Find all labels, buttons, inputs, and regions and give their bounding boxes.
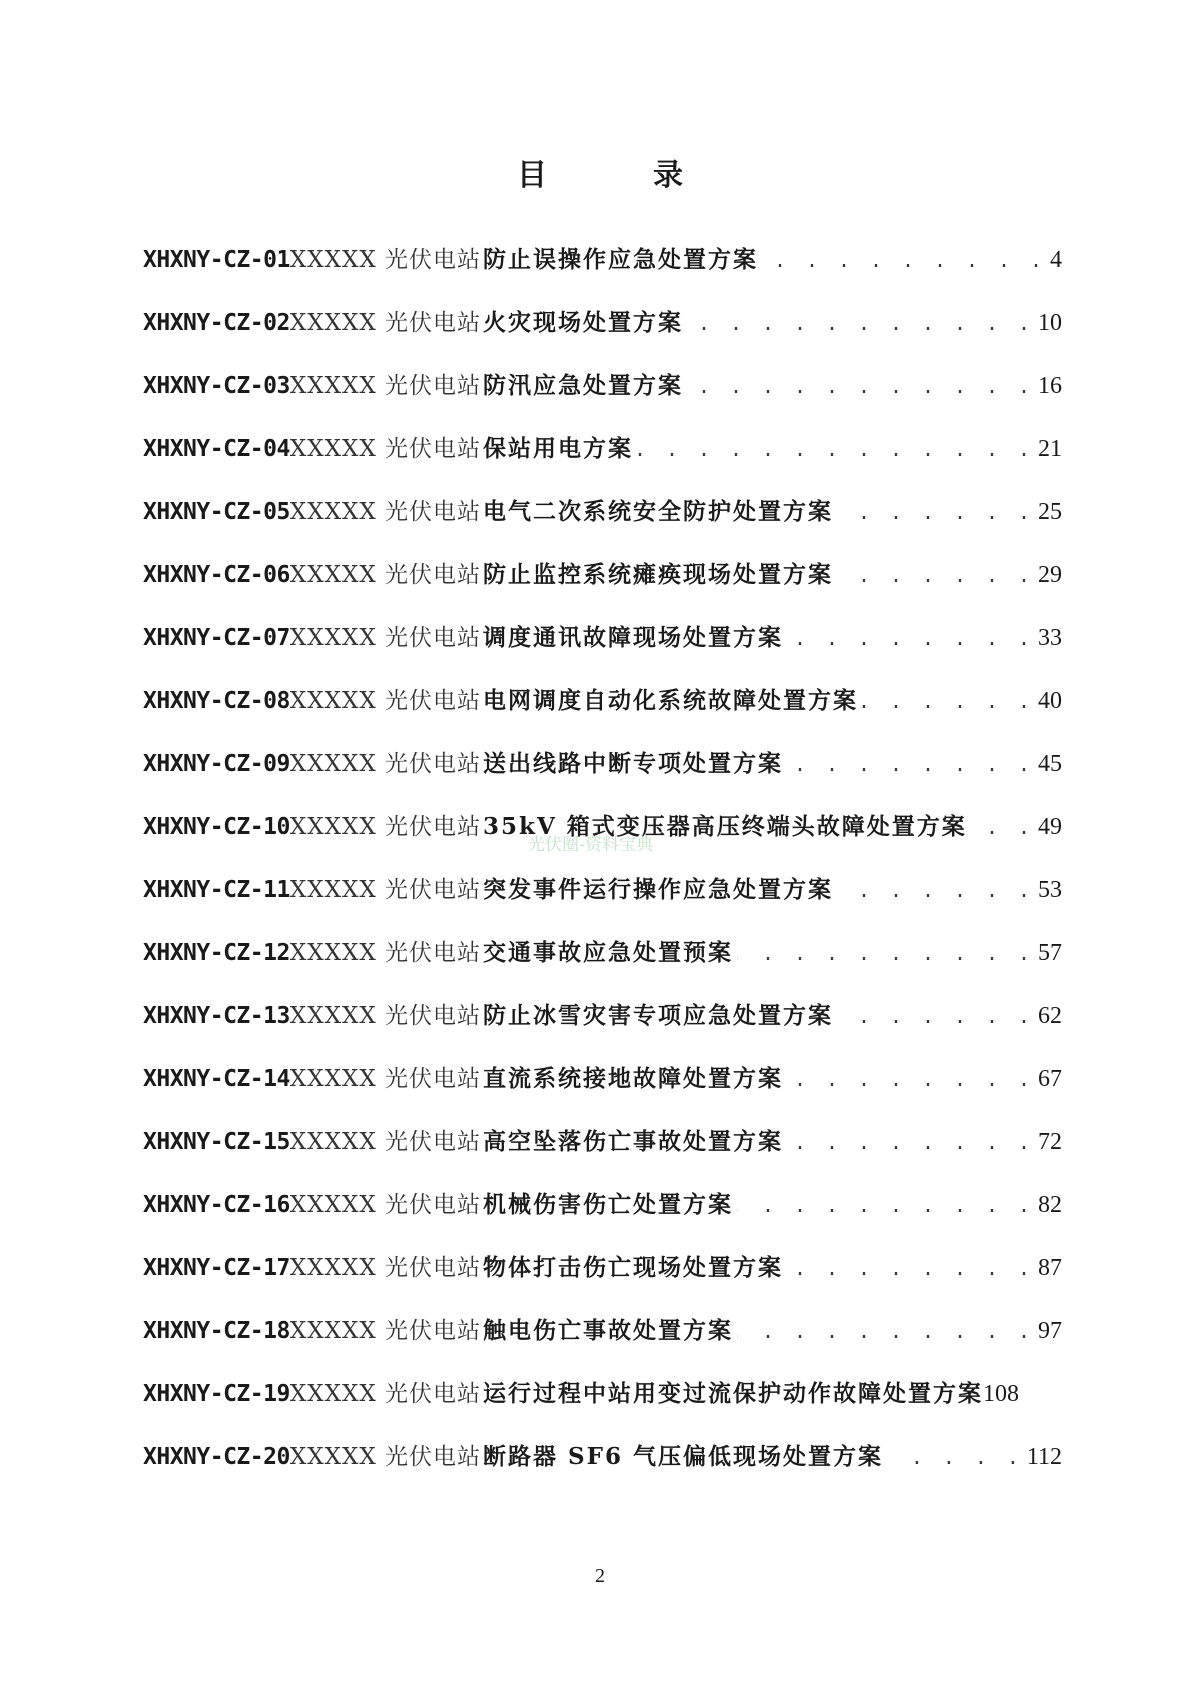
toc-entry-prefix: XXXXX 光伏电站 [289,688,482,714]
toc-entry-code: XHXNY-CZ-05 [143,499,290,525]
toc-entry-page: 72 [1038,1129,1062,1155]
toc-entry-prefix: XXXXX 光伏电站 [289,1381,482,1407]
toc-entry[interactable] [143,1445,1062,1508]
toc-entry-prefix: XXXXX 光伏电站 [289,247,482,273]
toc-entry[interactable] [143,374,1062,437]
toc-entry-code: XHXNY-CZ-02 [143,310,290,336]
toc-entry-title: 断路器 SF6 气压偏低现场处置方案 [483,1443,883,1470]
toc-entry[interactable] [143,248,1062,311]
toc-entry-prefix: XXXXX 光伏电站 [289,877,482,903]
toc-entry-page: 67 [1038,1066,1062,1092]
toc-entry-prefix: XXXXX 光伏电站 [289,1003,482,1029]
toc-entry-page: 82 [1038,1192,1062,1218]
toc-entry[interactable] [143,689,1062,752]
toc-entry-code: XHXNY-CZ-19 [143,1381,290,1407]
toc-entry-title: 保站用电方案 [483,435,634,462]
toc-entry-code: XHXNY-CZ-03 [143,373,290,399]
toc-entry[interactable] [143,311,1062,374]
toc-entry-prefix: XXXXX 光伏电站 [289,499,482,525]
toc-entry-prefix: XXXXX 光伏电站 [289,751,482,777]
toc-entry[interactable] [143,626,1062,689]
toc-entry-title: 防止监控系统瘫痪现场处置方案 [483,561,834,588]
toc-dot-leader [971,820,1034,840]
toc-entry-title: 35kV 箱式变压器高压终端头故障处置方案 [483,813,967,840]
toc-dot-leader [787,1261,1034,1281]
toc-entry-title: 调度通讯故障现场处置方案 [483,624,784,651]
toc-entry-page: 57 [1038,940,1062,966]
toc-dot-leader [687,379,1034,399]
toc-entry-title: 防止误操作应急处置方案 [483,246,759,273]
toc-entry-page: 112 [1026,1444,1062,1470]
toc-dot-leader [687,316,1034,336]
toc-entry-page: 108 [983,1381,1020,1407]
toc-entry-code: XHXNY-CZ-11 [143,877,290,903]
toc-dot-leader [637,442,1034,462]
toc-entry-page: 16 [1038,373,1062,399]
toc-entry-prefix: XXXXX 光伏电站 [289,1318,482,1344]
toc-entry-code: XHXNY-CZ-14 [143,1066,290,1092]
toc-entry[interactable] [143,941,1062,1004]
toc-entry-code: XHXNY-CZ-13 [143,1003,290,1029]
toc-entry-prefix: XXXXX 光伏电站 [289,1129,482,1155]
toc-entry-page: 33 [1038,625,1062,651]
toc-entry-code: XHXNY-CZ-20 [143,1444,290,1470]
toc-dot-leader [787,631,1034,651]
toc-entry[interactable] [143,815,1062,878]
toc-entry-title: 防汛应急处置方案 [483,372,684,399]
toc-entry-prefix: XXXXX 光伏电站 [289,436,482,462]
toc-entry-code: XHXNY-CZ-06 [143,562,290,588]
toc-entry-title: 防止冰雪灾害专项应急处置方案 [483,1002,834,1029]
toc-entry-page: 87 [1038,1255,1062,1281]
toc-entry[interactable] [143,1130,1062,1193]
toc-entry-title: 电气二次系统安全防护处置方案 [483,498,834,525]
toc-dot-leader [737,1198,1034,1218]
toc-entry-page: 97 [1038,1318,1062,1344]
toc-entry-prefix: XXXXX 光伏电站 [289,1066,482,1092]
toc-entry-title: 火灾现场处置方案 [483,309,684,336]
toc-entry-title: 送出线路中断专项处置方案 [483,750,784,777]
toc-entry[interactable] [143,878,1062,941]
toc-entry-code: XHXNY-CZ-17 [143,1255,290,1281]
page-title: 目 录 [517,158,721,193]
toc-entry[interactable] [143,437,1062,500]
toc-dot-leader [737,1324,1034,1344]
toc-entry-code: XHXNY-CZ-07 [143,625,290,651]
toc-entry-code: XHXNY-CZ-09 [143,751,290,777]
toc-dot-leader [737,946,1034,966]
toc-dot-leader [837,883,1034,903]
toc-entry-code: XHXNY-CZ-18 [143,1318,290,1344]
toc-entry[interactable] [143,500,1062,563]
toc-entry-page: 53 [1038,877,1062,903]
toc-entry-code: XHXNY-CZ-15 [143,1129,290,1155]
toc-dot-leader [837,505,1034,525]
toc-entry[interactable] [143,563,1062,626]
toc-entry-title: 机械伤害伤亡处置方案 [483,1191,734,1218]
toc-entry-prefix: XXXXX 光伏电站 [289,814,482,840]
toc-dot-leader [762,253,1046,273]
toc-entry-code: XHXNY-CZ-10 [143,814,290,840]
toc-dot-leader [887,1450,1023,1470]
toc-entry-prefix: XXXXX 光伏电站 [289,1255,482,1281]
toc-entry[interactable] [143,1067,1062,1130]
toc-entry-page: 29 [1038,562,1062,588]
toc-entry-title: 高空坠落伤亡事故处置方案 [483,1128,784,1155]
toc-entry-title: 直流系统接地故障处置方案 [483,1065,784,1092]
toc-entry-title: 突发事件运行操作应急处置方案 [483,876,834,903]
toc-entry-page: 40 [1038,688,1062,714]
toc-entry-page: 62 [1038,1003,1062,1029]
toc-entry-code: XHXNY-CZ-08 [143,688,290,714]
toc-entry-prefix: XXXXX 光伏电站 [289,562,482,588]
toc-entry-title: 物体打击伤亡现场处置方案 [483,1254,784,1281]
toc-entry-prefix: XXXXX 光伏电站 [289,625,482,651]
toc-entry-page: 49 [1038,814,1062,840]
toc-entry-page: 21 [1038,436,1062,462]
toc-entry-page: 45 [1038,751,1062,777]
toc-dot-leader [837,1009,1034,1029]
toc-entry-prefix: XXXXX 光伏电站 [289,940,482,966]
toc-entry[interactable] [143,1004,1062,1067]
toc-entry[interactable] [143,1193,1062,1256]
toc-entry-code: XHXNY-CZ-12 [143,940,290,966]
watermark: 光伏圈-资料宝典 [528,835,654,855]
toc-dot-leader [837,568,1034,588]
toc-entry[interactable] [143,752,1062,815]
table-of-contents [143,248,1062,1508]
toc-entry[interactable] [143,1382,1062,1445]
toc-entry-prefix: XXXXX 光伏电站 [289,373,482,399]
toc-entry-title: 触电伤亡事故处置方案 [483,1317,734,1344]
toc-entry-prefix: XXXXX 光伏电站 [289,310,482,336]
toc-entry[interactable] [143,1256,1062,1319]
toc-entry-page: 10 [1038,310,1062,336]
toc-dot-leader [787,1135,1034,1155]
toc-entry-title: 运行过程中站用变过流保护动作故障处置方案 [483,1380,984,1407]
toc-entry-prefix: XXXXX 光伏电站 [289,1444,482,1470]
toc-entry-title: 交通事故应急处置预案 [483,939,734,966]
toc-dot-leader [787,1072,1034,1092]
toc-dot-leader [787,757,1034,777]
toc-entry-page: 25 [1038,499,1062,525]
toc-entry-code: XHXNY-CZ-16 [143,1192,290,1218]
page-number: 2 [595,1565,605,1587]
toc-entry-code: XHXNY-CZ-04 [143,436,290,462]
toc-entry-code: XHXNY-CZ-01 [143,247,290,273]
toc-dot-leader [862,694,1034,714]
toc-entry-page: 4 [1050,247,1062,273]
toc-entry[interactable] [143,1319,1062,1382]
toc-entry-title: 电网调度自动化系统故障处置方案 [483,687,859,714]
toc-entry-prefix: XXXXX 光伏电站 [289,1192,482,1218]
